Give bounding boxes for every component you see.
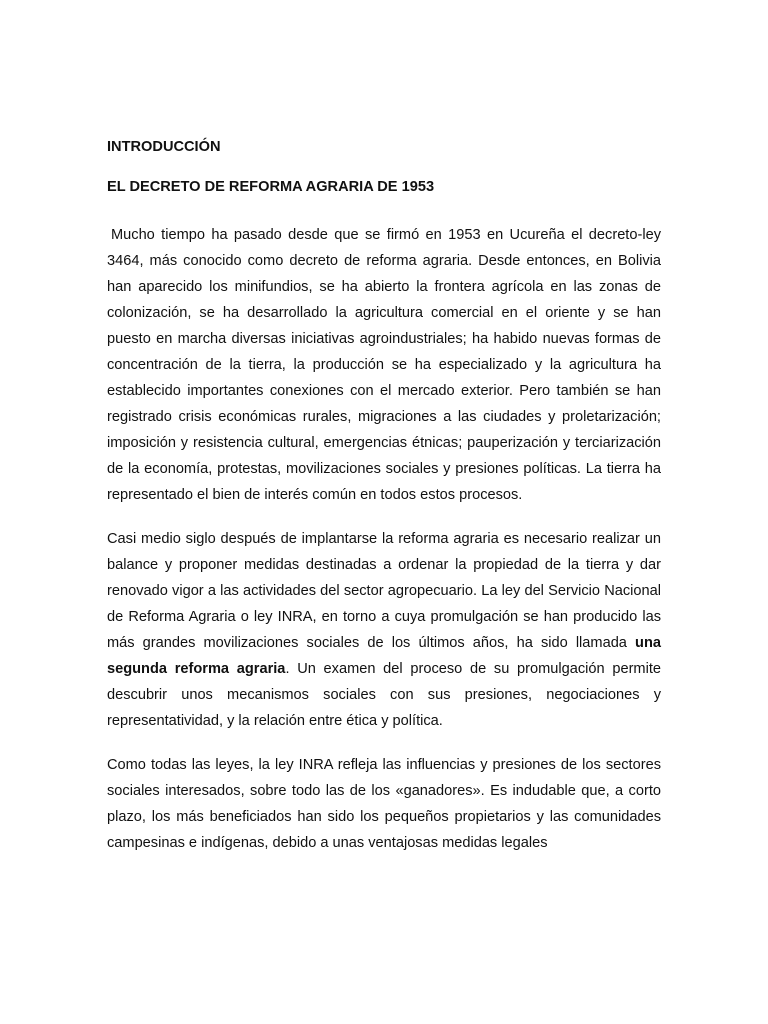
- heading-decreto: EL DECRETO DE REFORMA AGRARIA DE 1953: [107, 179, 435, 195]
- paragraph-1: Mucho tiempo ha pasado desde que se firmó en 1953 en Ucureña el decreto-ley 3464, más conocido como decreto de reforma agraria. Desde entonces, en Bolivia han aparecido los minifundios, se ha abierto la frontera agrícola en las zonas de colonización, se ha desarrollado la agricultura comercial en el oriente y se han puesto en marcha diversas iniciativas agroindustriales; ha habido nuevas formas de concentración de la tierra, la producción se ha especializado y la agricultura ha establecido importantes conexiones con el mercado exterior. Pero también se han registrado crisis económicas rurales, migraciones a las ciudades y proletarización; imposición y resistencia cultural, emergencias étnicas; pauperización y terciarización de la economía, protestas, movilizaciones sociales y presiones políticas. La tierra ha representado el bien de interés común en todos estos procesos.: [107, 227, 661, 503]
- paragraph-2: [107, 526, 661, 734]
- paragraph-3: Como todas las leyes, la ley INRA refleja las influencias y presiones de los sectores sociales interesados, sobre todo las de los «ganadores». Es indudable que, a corto plazo, los más beneficiados han sido los pequeños propietarios y las comunidades campesinas e indígenas, debido a unas ventajosas medidas legales: [107, 757, 661, 851]
- paragraph-2-text-b: . Un examen del proceso de su promulgación permite descubrir unos mecanismos sociales con sus presiones, negociaciones y representatividad, y la relación entre ética y política.: [107, 661, 661, 729]
- document-body: [107, 134, 661, 874]
- heading-introduccion: INTRODUCCIÓN: [107, 139, 221, 155]
- paragraph-2-bold-phrase: una segunda reforma agraria: [107, 635, 661, 677]
- paragraph-2-text-a: Casi medio siglo después de implantarse la reforma agraria es necesario realizar un balance y proponer medidas destinadas a ordenar la propiedad de la tierra y dar renovado vigor a las actividades del sector agropecuario. La ley del Servicio Nacional de Reforma Agraria o ley INRA, en torno a cuya promulgación se han producido las más grandes movilizaciones sociales de los últimos años, ha sido llamada: [107, 531, 661, 651]
